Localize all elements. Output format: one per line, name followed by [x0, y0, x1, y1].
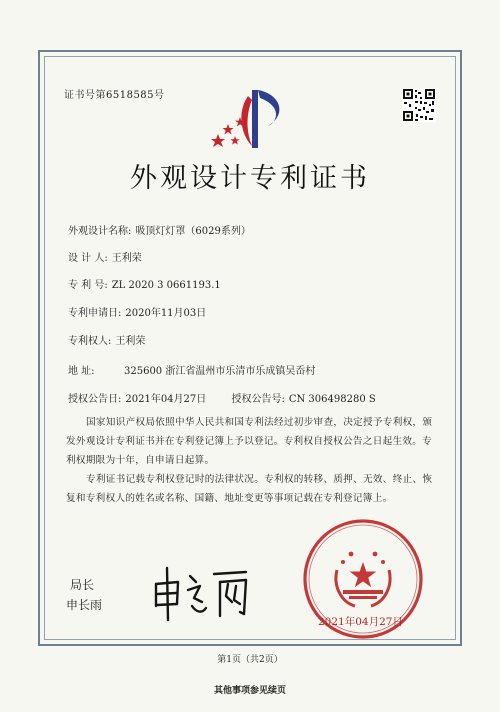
designer-label: 设 计 人: [68, 253, 108, 264]
director-signature [150, 562, 260, 622]
filing-date-row [68, 304, 206, 319]
patent-number-label: 专 利 号: [68, 280, 108, 291]
certificate-title: 外观设计专利证书 [130, 163, 370, 194]
designer-value: 王利荣 [111, 253, 142, 264]
grant-date-value: 2021年04月27日 [125, 394, 207, 405]
grant-date-label: 授权公告日: [68, 394, 122, 405]
patent-number-row [68, 276, 221, 291]
cnipa-emblem-icon [208, 84, 292, 150]
seal-date: 2021年04月27日 [318, 616, 403, 628]
grant-info-row [68, 390, 376, 405]
legal-status-paragraph: 专利证书记载专利权登记时的法律状况。专利权的转移、质押、无效、终止、恢复和专利权人的姓名或名称、国籍、地址变更等事项记载在专利登记簿上。 [66, 474, 433, 504]
grant-pub-number-label: 授权公告号: [231, 394, 285, 405]
grant-pub-number-value: CN 306498280 S [288, 394, 376, 405]
design-name-row [68, 222, 251, 237]
grant-statement-paragraph: 国家知识产权局依照中华人民共和国专利法经过初步审查，决定授予专利权，颁发外观设计专利证书并在专利登记簿上予以登记。专利权自授权公告之日起生效。专利权期限为十年，自申请日起算。 [66, 417, 433, 466]
designer-row [68, 249, 142, 264]
page-number: 第1页（共2页） [217, 655, 283, 665]
filing-date-label: 专利申请日: [68, 308, 122, 319]
patent-number-value: ZL 2020 3 0661193.1 [111, 280, 221, 291]
address-value: 325600 浙江省温州市乐清市乐成镇吴岙村 [124, 366, 316, 377]
footer-note: 其他事项参见续页 [213, 686, 286, 696]
address-label: 地 址: [68, 366, 95, 377]
certificate-number: 证书号第6518585号 [64, 90, 165, 101]
patentee-value: 王利荣 [115, 336, 146, 347]
director-title: 局长 [70, 578, 95, 592]
design-name-value: 吸顶灯灯罩（6029系列） [135, 226, 251, 237]
patentee-label: 专利权人: [68, 336, 112, 347]
address-row [68, 362, 315, 377]
qr-code-icon [402, 88, 436, 122]
patentee-row [68, 332, 145, 347]
design-name-label: 外观设计名称: [68, 226, 132, 237]
director-name: 申长雨 [66, 598, 103, 612]
filing-date-value: 2020年11月03日 [125, 308, 207, 319]
